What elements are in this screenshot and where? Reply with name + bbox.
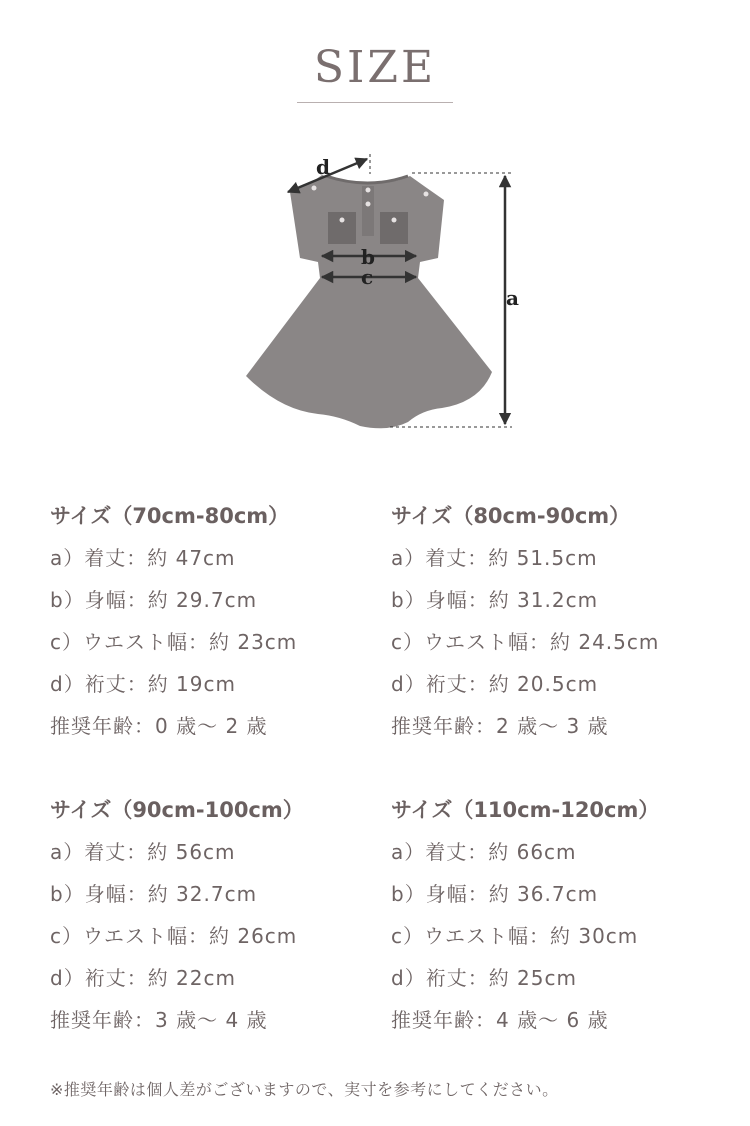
dress-button	[392, 218, 397, 223]
dress-button	[366, 188, 371, 193]
size-block-90-100	[50, 795, 390, 1047]
size-waist-width: c）ウエスト幅：約 30cm	[391, 924, 639, 948]
size-block-70-80	[50, 501, 390, 753]
dimension-label-a: a	[506, 286, 519, 310]
size-sleeve-length: d）裄丈：約 25cm	[391, 966, 577, 990]
size-heading: サイズ（110cm-120cm）	[391, 798, 660, 822]
size-sleeve-length: d）裄丈：約 20.5cm	[391, 672, 599, 696]
size-waist-width: c）ウエスト幅：約 24.5cm	[391, 630, 660, 654]
dress-button	[312, 186, 317, 191]
dimension-label-b: b	[361, 245, 375, 269]
size-sleeve-length: d）裄丈：約 19cm	[50, 672, 236, 696]
size-length: a）着丈：約 56cm	[50, 840, 236, 864]
size-length: a）着丈：約 51.5cm	[391, 546, 598, 570]
dress-button	[366, 202, 371, 207]
footnote: ※推奨年齢は個人差がございますので、実寸を参考にしてください。	[50, 1080, 559, 1099]
size-waist-width: c）ウエスト幅：約 26cm	[50, 924, 298, 948]
dress-skirt	[246, 278, 492, 428]
size-chest-width: b）身幅：約 29.7cm	[50, 588, 258, 612]
size-recommended-age: 推奨年齢：3 歳～ 4 歳	[50, 1008, 268, 1032]
size-block-80-90	[391, 501, 731, 753]
size-heading: サイズ（70cm-80cm）	[50, 504, 290, 528]
dimension-label-c: c	[361, 265, 374, 289]
size-recommended-age: 推奨年齢：0 歳～ 2 歳	[50, 714, 268, 738]
dress-pocket-left	[328, 212, 356, 244]
size-chest-width: b）身幅：約 31.2cm	[391, 588, 599, 612]
size-heading: サイズ（90cm-100cm）	[50, 798, 304, 822]
dress-placket	[362, 186, 374, 236]
size-chest-width: b）身幅：約 36.7cm	[391, 882, 599, 906]
dress-pocket-right	[380, 212, 408, 244]
page-title: SIZE	[313, 42, 437, 93]
size-sleeve-length: d）裄丈：約 22cm	[50, 966, 236, 990]
size-length: a）着丈：約 47cm	[50, 546, 236, 570]
title-underline	[297, 102, 453, 103]
size-waist-width: c）ウエスト幅：約 23cm	[50, 630, 298, 654]
dress-button	[340, 218, 345, 223]
size-block-110-120	[391, 795, 731, 1047]
dress-button	[424, 192, 429, 197]
size-chest-width: b）身幅：約 32.7cm	[50, 882, 258, 906]
size-heading: サイズ（80cm-90cm）	[391, 504, 631, 528]
dress-measurement-diagram	[230, 140, 530, 440]
size-length: a）着丈：約 66cm	[391, 840, 577, 864]
size-recommended-age: 推奨年齢：2 歳～ 3 歳	[391, 714, 609, 738]
dimension-label-d: d	[316, 155, 330, 179]
size-recommended-age: 推奨年齢：4 歳～ 6 歳	[391, 1008, 609, 1032]
